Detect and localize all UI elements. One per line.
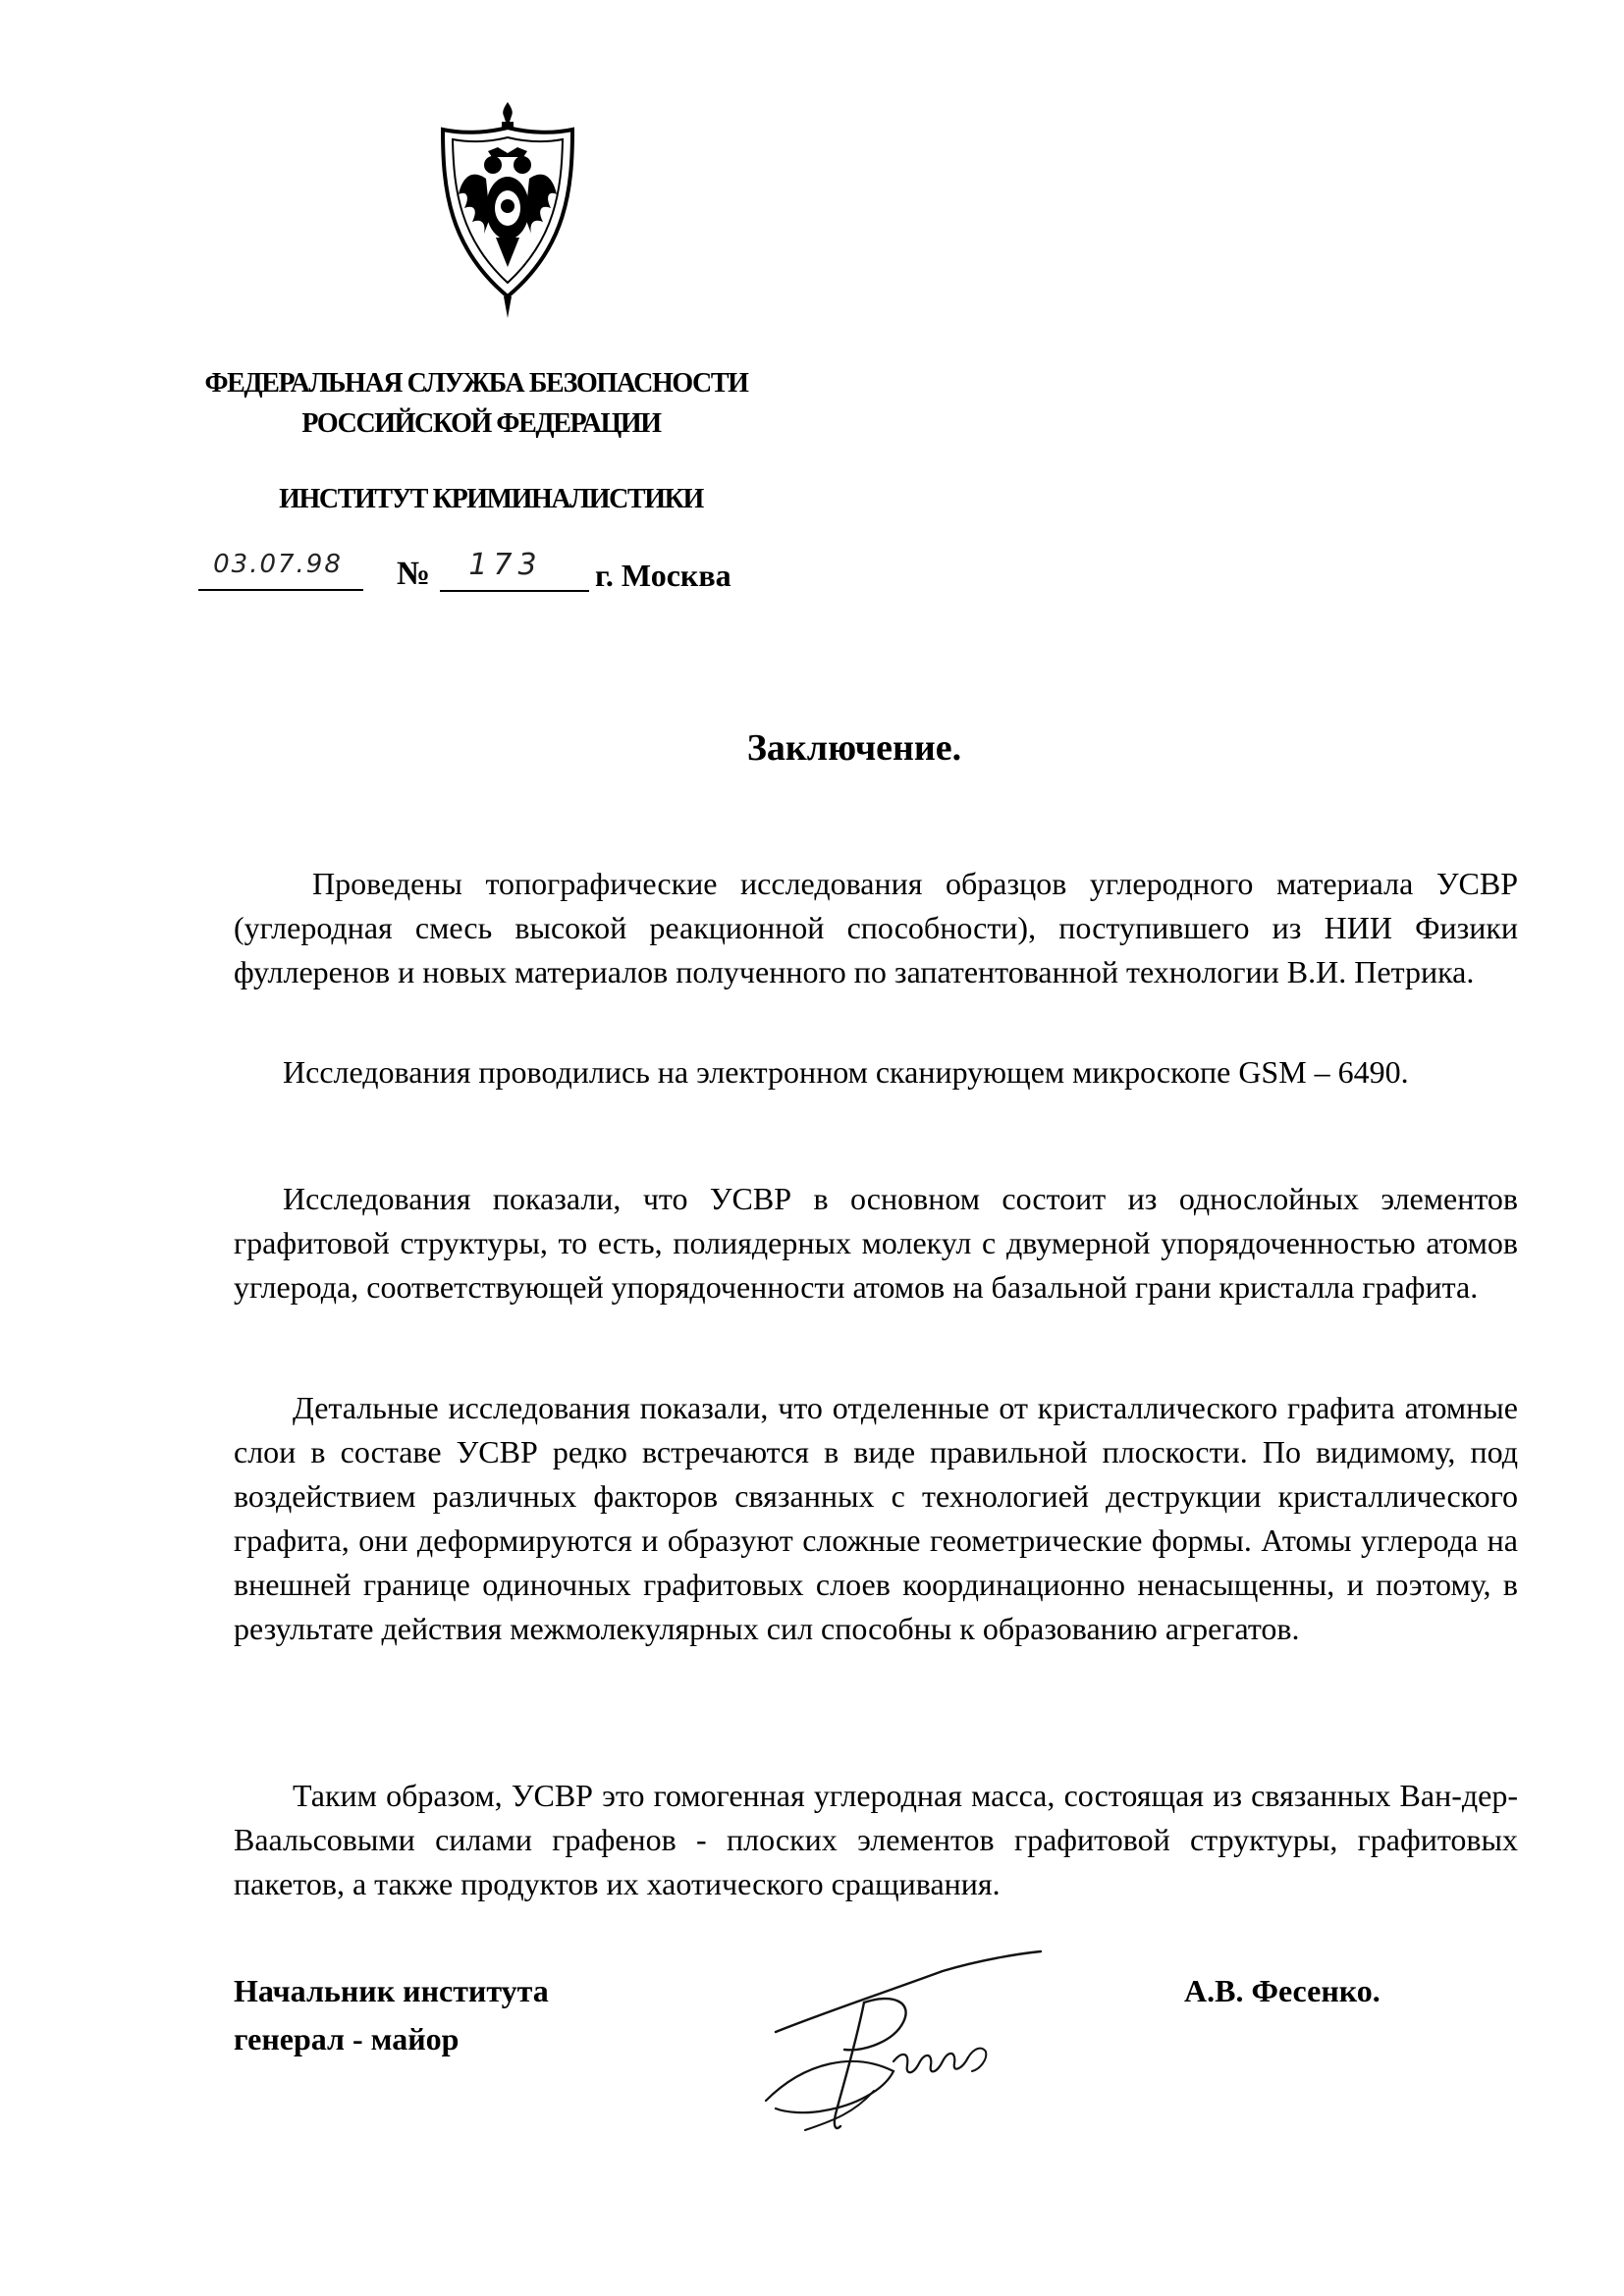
paragraph-3: Исследования показали, что УСВР в основном состоит из однослойных элементов графитовой структуры, то есть, полиядерных молекул с двумерной упорядоченностью атомов углерода, соответствующей упорядоченности атомов на базальной грани кристалла графита. (234, 1181, 1518, 1305)
signatory-position (234, 1967, 549, 2063)
number-sign: № (397, 556, 431, 592)
org-name-line-1: ФЕДЕРАЛЬНАЯ СЛУЖБА БЕЗОПАСНОСТИ (204, 368, 748, 399)
org-name-line-2: РОССИЙСКОЙ ФЕДЕРАЦИИ (301, 408, 661, 439)
position-line-1: Начальник института (234, 1973, 549, 2008)
paragraph-4: Детальные исследования показали, что отделенные от кристаллического графита атомные слои в составе УСВР редко встречаются в виде правильной плоскости. По видимому, под воздействием различных факторов связанных с технологией деструкции кристаллического графита, они деформируются и образуют сложные геометрические формы. Атомы углерода на внешней границе одиночных графитовых слоев координационно ненасыщенны, и поэтому, в результате действия межмолекулярных сил способны к образованию агрегатов. (234, 1390, 1518, 1646)
registration-city: г. Москва (595, 558, 731, 593)
signatory-name: А.В. Фесенко. (1184, 1973, 1380, 2008)
registration-number: 173 (468, 548, 543, 582)
number-underline (440, 590, 589, 592)
document-title: Заключение. (746, 727, 962, 769)
paragraph-5: Таким образом, УСВР это гомогенная углеродная масса, состоящая из связанных Ван-дер-Ваальсовыми силами графенов - плоских элементов графитовой структуры, графитовых пакетов, а также продуктов их хаотического сращивания. (234, 1778, 1518, 1901)
registration-line (179, 548, 787, 599)
institute-name: ИНСТИТУТ КРИМИНАЛИСТИКИ (279, 484, 703, 514)
handwritten-signature-icon (746, 1944, 1060, 2150)
position-line-2: генерал - майор (234, 2021, 460, 2056)
paragraph-1: Проведены топографические исследования образцов углеродного материала УСВР (углеродная смесь высокой реакционной способности), поступившего из НИИ Физики фуллеренов и новых материалов полученного по запатентованной технологии В.И. Петрика. (234, 866, 1518, 989)
fsb-emblem-icon (439, 100, 576, 318)
date-underline (198, 589, 363, 591)
paragraph-2: Исследования проводились на электронном сканирующем микроскопе GSM – 6490. (283, 1054, 1409, 1090)
registration-date: 03.07.98 (213, 550, 343, 579)
